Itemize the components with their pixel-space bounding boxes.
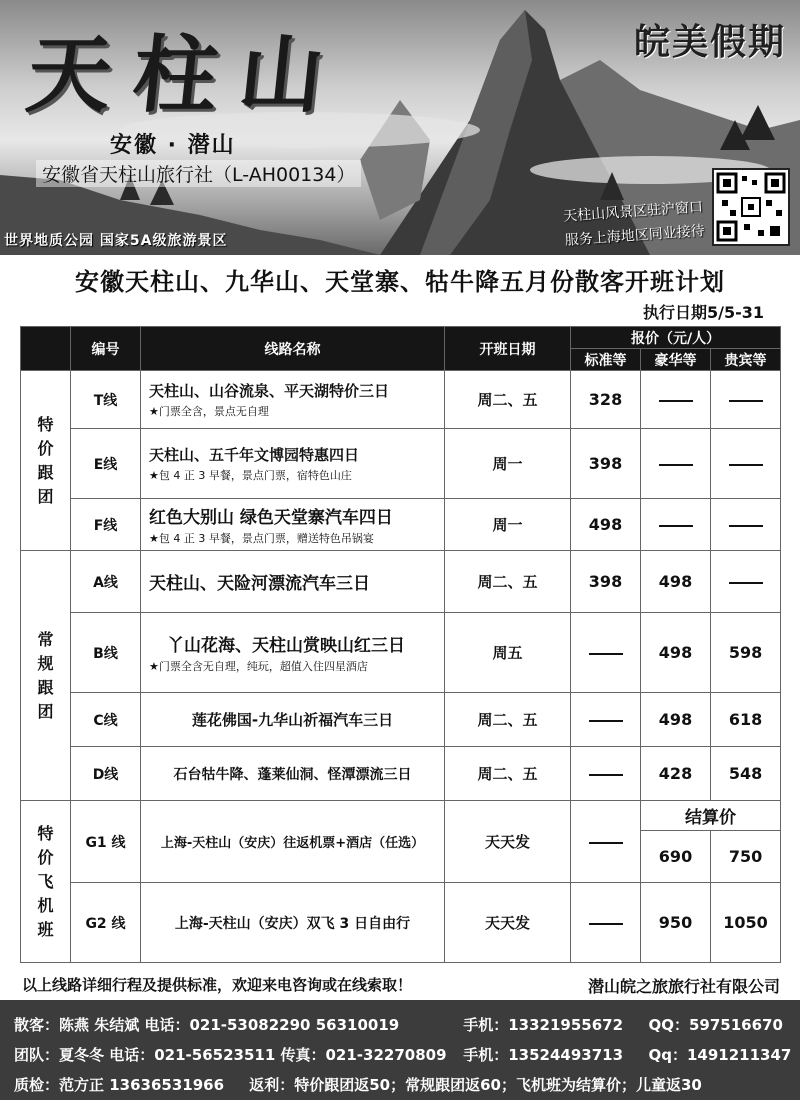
route-name-cell	[141, 693, 445, 747]
execution-date: 执行日期5/5-31	[642, 303, 764, 322]
route-note: ★包 4 正 3 早餐，景点门票，赠送特色吊锅宴	[149, 532, 374, 545]
retail-contact: 散客：陈燕 朱结斌 电话：021-53082290 56310019	[14, 1016, 400, 1034]
office-line-2: 服务上海地区同业接待	[564, 223, 706, 249]
dash-icon	[589, 774, 623, 776]
price-deluxe: 498	[641, 613, 711, 693]
price-standard-empty	[571, 747, 641, 801]
footer-note: 以上线路详细行程及提供标准，欢迎来电咨询或在线索取！	[22, 976, 413, 994]
price-deluxe: 498	[641, 551, 711, 613]
contact-bar	[0, 1000, 800, 1100]
route-code: D线	[71, 747, 141, 801]
office-notice	[562, 195, 705, 253]
geopark-label: 世界地质公园 国家5A级旅游景区	[4, 233, 228, 249]
route-name-cell	[141, 429, 445, 499]
brand-name: 皖美假期	[633, 22, 786, 63]
header-date: 开班日期	[445, 327, 571, 371]
price-vip: 618	[711, 693, 781, 747]
page-headline: 安徽天柱山、九华山、天堂寨、牯牛降五月份散客开班计划	[75, 268, 725, 296]
price-vip: 598	[711, 613, 781, 693]
retail-qq: QQ：597516670	[648, 1016, 783, 1034]
group-label-special-tour: 特 价 跟 团	[21, 371, 71, 551]
dash-icon	[729, 400, 763, 402]
price-deluxe: 428	[641, 747, 711, 801]
price-standard: 498	[571, 499, 641, 551]
departure-days: 周一	[445, 429, 571, 499]
price-standard: 328	[571, 371, 641, 429]
tour-schedule-table	[20, 326, 781, 963]
table-row	[21, 499, 781, 551]
table-row	[21, 883, 781, 963]
price-standard-empty	[571, 883, 641, 963]
settlement-price-label: 结算价	[641, 801, 781, 831]
route-code: G2 线	[71, 883, 141, 963]
price-standard: 398	[571, 551, 641, 613]
header-banner	[0, 0, 800, 255]
route-name-cell	[141, 801, 445, 883]
dash-icon	[659, 464, 693, 466]
route-note: ★包 4 正 3 早餐，景点门票，宿特色山庄	[149, 469, 352, 482]
table-row	[21, 429, 781, 499]
price-standard-empty	[571, 801, 641, 883]
route-name-cell	[141, 613, 445, 693]
route-code: T线	[71, 371, 141, 429]
location-label: 安徽 · 潜山	[110, 133, 236, 158]
header-group-cell	[21, 327, 71, 371]
route-note: ★门票全含，景点无自理	[149, 405, 269, 418]
departure-days: 天天发	[445, 883, 571, 963]
price-deluxe-empty	[641, 499, 711, 551]
price-standard: 398	[571, 429, 641, 499]
header-deluxe: 豪华等	[641, 349, 711, 371]
price-vip: 548	[711, 747, 781, 801]
price-vip-empty	[711, 551, 781, 613]
rebate-info: 返利：特价跟团返50；常规跟团返60；飞机班为结算价；儿童返30	[249, 1076, 702, 1094]
route-name-cell	[141, 551, 445, 613]
group-label-flight: 特 价 飞 机 班	[21, 801, 71, 963]
dash-icon	[659, 400, 693, 402]
office-line-1: 天柱山风景区驻沪窗口	[562, 199, 704, 225]
route-code: A线	[71, 551, 141, 613]
dash-icon	[659, 525, 693, 527]
dash-icon	[729, 582, 763, 584]
route-name: 上海-天柱山（安庆）往返机票+酒店（任选）	[160, 836, 425, 851]
table-row	[21, 801, 781, 831]
group-contact: 团队：夏冬冬 电话：021-56523511 传真：021-32270809	[14, 1046, 447, 1064]
departure-days: 周二、五	[445, 371, 571, 429]
route-name-cell	[141, 883, 445, 963]
departure-days: 周二、五	[445, 693, 571, 747]
price-deluxe: 950	[641, 883, 711, 963]
price-vip: 750	[711, 831, 781, 883]
price-deluxe-empty	[641, 429, 711, 499]
dash-icon	[729, 525, 763, 527]
group-mobile: 手机：13524493713	[463, 1046, 624, 1064]
route-name: 天柱山、天险河漂流汽车三日	[149, 574, 370, 594]
header-route: 线路名称	[141, 327, 445, 371]
route-name-cell	[141, 499, 445, 551]
table-row	[21, 551, 781, 613]
dash-icon	[589, 653, 623, 655]
route-name: 丫山花海、天柱山赏映山红三日	[167, 636, 405, 656]
price-standard-empty	[571, 613, 641, 693]
group-qq: Qq：1491211347	[648, 1046, 792, 1064]
price-deluxe: 498	[641, 693, 711, 747]
price-vip: 1050	[711, 883, 781, 963]
agency-name: 安徽省天柱山旅行社（L-AH00134）	[36, 160, 361, 187]
route-name-cell	[141, 371, 445, 429]
route-name: 上海-天柱山（安庆）双飞 3 日自由行	[174, 915, 411, 932]
dash-icon	[589, 720, 623, 722]
route-code: E线	[71, 429, 141, 499]
route-code: C线	[71, 693, 141, 747]
price-vip-empty	[711, 371, 781, 429]
price-vip-empty	[711, 429, 781, 499]
retail-mobile: 手机：13321955672	[463, 1016, 624, 1034]
contact-row-group	[14, 1044, 791, 1065]
dash-icon	[589, 923, 623, 925]
table-row	[21, 693, 781, 747]
table-row	[21, 371, 781, 429]
route-code: F线	[71, 499, 141, 551]
table-header-row	[21, 327, 781, 349]
route-name: 石台牯牛降、蓬莱仙洞、怪潭漂流三日	[173, 766, 412, 783]
departure-days: 周二、五	[445, 747, 571, 801]
dash-icon	[589, 842, 623, 844]
quality-contact: 质检：范方正 13636531966	[14, 1076, 225, 1094]
company-name: 潜山皖之旅旅行社有限公司	[587, 977, 780, 996]
main-title: 天柱山	[22, 25, 351, 124]
route-name: 天柱山、山谷流泉、平天湖特价三日	[149, 382, 390, 400]
departure-days: 天天发	[445, 801, 571, 883]
departure-days: 周五	[445, 613, 571, 693]
route-code: B线	[71, 613, 141, 693]
route-name: 红色大别山 绿色天堂寨汽车四日	[149, 508, 393, 528]
price-deluxe: 690	[641, 831, 711, 883]
route-code: G1 线	[71, 801, 141, 883]
route-name: 天柱山、五千年文博园特惠四日	[149, 446, 360, 464]
route-name: 莲花佛国-九华山祈福汽车三日	[191, 711, 394, 729]
table-row	[21, 613, 781, 693]
header-code: 编号	[71, 327, 141, 371]
qr-code-icon	[712, 168, 790, 246]
contact-row-retail	[14, 1014, 783, 1035]
price-vip-empty	[711, 499, 781, 551]
price-deluxe-empty	[641, 371, 711, 429]
route-name-cell	[141, 747, 445, 801]
departure-days: 周二、五	[445, 551, 571, 613]
departure-days: 周一	[445, 499, 571, 551]
header-price-group: 报价（元/人）	[571, 327, 781, 349]
dash-icon	[729, 464, 763, 466]
route-note: ★门票全含无自理，纯玩，超值入住四星酒店	[149, 660, 368, 673]
table-row	[21, 747, 781, 801]
contact-row-quality	[14, 1074, 702, 1095]
header-vip: 贵宾等	[711, 349, 781, 371]
group-label-regular-tour: 常 规 跟 团	[21, 551, 71, 801]
price-standard-empty	[571, 693, 641, 747]
header-standard: 标准等	[571, 349, 641, 371]
